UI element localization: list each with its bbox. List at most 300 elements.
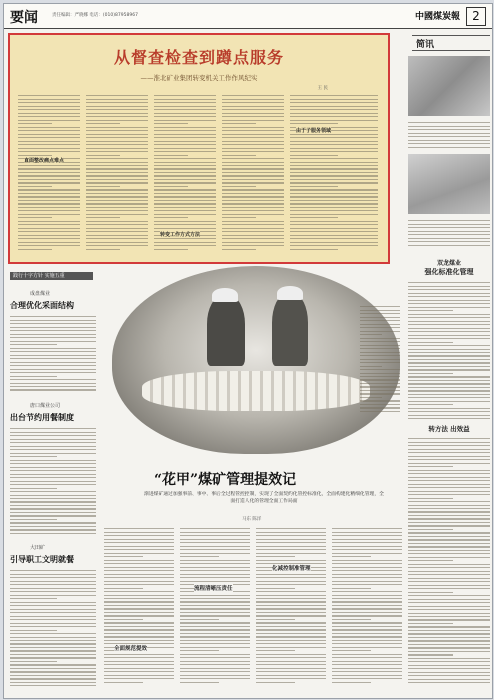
left-headline-3[interactable]: 引导职工文明就餐 bbox=[10, 555, 74, 564]
text-line bbox=[86, 141, 148, 142]
text-line bbox=[408, 578, 490, 579]
text-line bbox=[256, 542, 326, 543]
text-line bbox=[256, 553, 326, 554]
text-line bbox=[18, 210, 80, 211]
lead-subtitle: ——淮北矿业集团转变机关工作作风纪实 bbox=[140, 74, 258, 82]
text-line bbox=[332, 636, 402, 637]
text-line bbox=[10, 661, 57, 662]
text-line bbox=[360, 345, 400, 346]
text-line bbox=[408, 480, 490, 481]
text-line bbox=[408, 390, 490, 391]
text-line bbox=[222, 231, 284, 232]
text-line bbox=[256, 640, 326, 641]
text-line bbox=[290, 99, 378, 100]
text-line bbox=[222, 189, 284, 190]
text-line bbox=[180, 560, 250, 561]
text-line bbox=[360, 348, 400, 349]
side-headline-2[interactable]: 转方法 出效益 bbox=[428, 425, 470, 433]
text-line bbox=[222, 123, 256, 124]
text-line bbox=[290, 102, 378, 103]
text-line bbox=[290, 200, 378, 201]
text-line bbox=[154, 99, 216, 100]
text-line bbox=[408, 581, 490, 582]
text-line bbox=[332, 556, 371, 557]
text-line bbox=[154, 134, 216, 135]
text-line bbox=[408, 122, 490, 123]
text-line bbox=[104, 622, 174, 623]
text-line bbox=[86, 200, 148, 201]
text-line bbox=[10, 650, 96, 651]
text-line bbox=[154, 109, 216, 110]
text-line bbox=[10, 467, 96, 468]
text-line bbox=[256, 668, 326, 669]
lead-column-2 bbox=[86, 93, 148, 253]
text-line bbox=[360, 390, 400, 391]
text-line bbox=[222, 168, 284, 169]
text-line bbox=[154, 224, 216, 225]
text-line bbox=[408, 609, 490, 610]
text-line bbox=[10, 327, 96, 328]
text-line bbox=[408, 592, 453, 593]
text-line bbox=[408, 567, 490, 568]
text-line bbox=[360, 327, 400, 328]
text-line bbox=[104, 633, 174, 634]
lead-article[interactable] bbox=[8, 33, 390, 264]
text-line bbox=[154, 189, 216, 190]
text-line bbox=[86, 144, 148, 145]
text-line bbox=[290, 235, 378, 236]
text-line bbox=[332, 581, 402, 582]
text-line bbox=[408, 508, 490, 509]
text-line bbox=[154, 106, 216, 107]
text-line bbox=[10, 348, 96, 349]
text-line bbox=[408, 220, 490, 221]
text-line bbox=[222, 144, 284, 145]
text-line bbox=[408, 518, 490, 519]
text-line bbox=[10, 657, 96, 658]
text-line bbox=[332, 535, 402, 536]
text-line bbox=[360, 376, 400, 377]
text-line bbox=[222, 130, 284, 131]
text-line bbox=[10, 460, 96, 461]
text-line bbox=[10, 365, 96, 366]
text-line bbox=[104, 567, 174, 568]
lead-column-3 bbox=[154, 93, 216, 253]
text-line bbox=[10, 512, 96, 513]
text-line bbox=[10, 358, 96, 359]
text-line bbox=[332, 612, 402, 613]
text-line bbox=[408, 599, 490, 600]
text-line bbox=[408, 675, 490, 676]
text-line bbox=[86, 175, 148, 176]
feature-headline[interactable]: “花甲”煤矿管理提效记 bbox=[154, 472, 297, 488]
text-line bbox=[18, 106, 80, 107]
text-line bbox=[86, 182, 148, 183]
text-line bbox=[222, 162, 284, 163]
text-line bbox=[256, 581, 326, 582]
text-line bbox=[256, 678, 326, 679]
text-line bbox=[222, 175, 284, 176]
text-line bbox=[10, 323, 96, 324]
text-line bbox=[222, 137, 284, 138]
text-line bbox=[18, 224, 80, 225]
text-line bbox=[18, 165, 80, 166]
text-line bbox=[222, 242, 284, 243]
text-line bbox=[408, 661, 490, 662]
text-line bbox=[10, 605, 96, 606]
text-line bbox=[290, 172, 378, 173]
text-line bbox=[408, 411, 490, 412]
text-line bbox=[290, 113, 378, 114]
text-line bbox=[408, 140, 490, 141]
feature-photo bbox=[112, 266, 400, 454]
text-line bbox=[408, 484, 490, 485]
text-line bbox=[222, 200, 284, 201]
text-line bbox=[360, 379, 400, 380]
text-line bbox=[408, 585, 490, 586]
text-line bbox=[86, 130, 148, 131]
text-line bbox=[332, 664, 402, 665]
text-line bbox=[332, 622, 402, 623]
text-line bbox=[332, 584, 402, 585]
text-line bbox=[408, 602, 490, 603]
text-line bbox=[408, 286, 490, 287]
text-line bbox=[180, 636, 250, 637]
text-line bbox=[10, 619, 96, 620]
text-line bbox=[18, 203, 80, 204]
text-line bbox=[256, 682, 295, 683]
text-line bbox=[154, 144, 216, 145]
text-line bbox=[104, 556, 143, 557]
text-line bbox=[86, 151, 148, 152]
text-line bbox=[332, 532, 402, 533]
text-line bbox=[86, 168, 148, 169]
text-line bbox=[10, 577, 96, 578]
text-line bbox=[154, 238, 216, 239]
text-line bbox=[180, 682, 219, 683]
text-line bbox=[10, 616, 96, 617]
text-line bbox=[154, 172, 216, 173]
text-line bbox=[222, 141, 284, 142]
text-line bbox=[408, 394, 490, 395]
text-line bbox=[290, 249, 338, 250]
text-line bbox=[408, 401, 490, 402]
text-line bbox=[222, 151, 284, 152]
text-line bbox=[222, 224, 284, 225]
text-line bbox=[180, 664, 250, 665]
text-line bbox=[154, 155, 188, 156]
text-line bbox=[10, 612, 96, 613]
photo-caption bbox=[360, 304, 400, 414]
text-line bbox=[408, 539, 490, 540]
feature-author: 马东 陈洋 bbox=[242, 517, 262, 522]
text-line bbox=[86, 148, 148, 149]
lead-subhead-1: 直面整改痛点难点 bbox=[24, 158, 65, 164]
text-line bbox=[180, 546, 250, 547]
editor-info: 责任编辑：严晓娜 电话：(010)87958967 bbox=[52, 13, 138, 18]
text-line bbox=[10, 505, 96, 506]
text-line bbox=[222, 158, 284, 159]
text-line bbox=[408, 658, 490, 659]
text-line bbox=[104, 532, 174, 533]
text-line bbox=[408, 282, 490, 283]
text-line bbox=[408, 328, 490, 329]
text-line bbox=[408, 335, 490, 336]
text-line bbox=[256, 601, 326, 602]
text-line bbox=[154, 120, 216, 121]
text-line bbox=[104, 563, 174, 564]
side-headline[interactable]: 强化标准化管理 bbox=[424, 268, 474, 276]
text-line bbox=[222, 228, 284, 229]
text-line bbox=[408, 126, 490, 127]
text-line bbox=[290, 95, 378, 96]
text-line bbox=[408, 654, 453, 655]
text-line bbox=[10, 334, 96, 335]
text-line bbox=[222, 155, 256, 156]
text-line bbox=[10, 626, 96, 627]
text-line bbox=[360, 334, 382, 335]
text-line bbox=[256, 671, 326, 672]
text-line bbox=[408, 571, 490, 572]
left-kicker-3: 大田矿 bbox=[30, 545, 46, 551]
text-line bbox=[180, 629, 250, 630]
text-line bbox=[408, 459, 490, 460]
text-line bbox=[18, 137, 80, 138]
text-line bbox=[408, 359, 490, 360]
text-line bbox=[180, 661, 250, 662]
text-line bbox=[10, 508, 96, 509]
text-line bbox=[86, 210, 148, 211]
text-line bbox=[290, 224, 378, 225]
text-line bbox=[18, 127, 80, 128]
text-line bbox=[180, 567, 250, 568]
left-body-3 bbox=[10, 568, 96, 688]
text-line bbox=[222, 99, 284, 100]
text-line bbox=[180, 535, 250, 536]
text-line bbox=[408, 355, 490, 356]
text-line bbox=[18, 249, 52, 250]
text-line bbox=[10, 484, 96, 485]
text-line bbox=[10, 389, 96, 390]
text-line bbox=[408, 136, 490, 137]
text-line bbox=[360, 362, 400, 363]
text-line bbox=[290, 116, 378, 117]
text-line bbox=[360, 320, 400, 321]
text-line bbox=[104, 598, 174, 599]
text-line bbox=[180, 626, 250, 627]
text-line bbox=[10, 584, 96, 585]
text-line bbox=[10, 432, 96, 433]
text-line bbox=[222, 113, 284, 114]
text-line bbox=[408, 133, 490, 134]
text-line bbox=[290, 189, 378, 190]
text-line bbox=[222, 172, 284, 173]
text-line bbox=[18, 99, 80, 100]
text-line bbox=[222, 148, 284, 149]
text-line bbox=[180, 574, 250, 575]
text-line bbox=[408, 321, 490, 322]
text-line bbox=[18, 141, 80, 142]
text-line bbox=[332, 661, 402, 662]
text-line bbox=[180, 553, 250, 554]
text-line bbox=[222, 95, 284, 96]
text-line bbox=[104, 574, 174, 575]
left-headline-1[interactable]: 合理优化采面结构 bbox=[10, 301, 74, 310]
text-line bbox=[408, 672, 490, 673]
text-line bbox=[18, 113, 80, 114]
text-line bbox=[10, 529, 96, 530]
text-line bbox=[222, 235, 284, 236]
side-photo-1 bbox=[408, 56, 490, 116]
text-line bbox=[18, 200, 80, 201]
text-line bbox=[290, 193, 378, 194]
left-kicker-2: 唐口煤业公司 bbox=[30, 403, 61, 409]
text-line bbox=[408, 352, 490, 353]
text-line bbox=[408, 404, 453, 405]
text-line bbox=[10, 533, 96, 534]
text-line bbox=[104, 588, 143, 589]
text-line bbox=[256, 528, 326, 529]
text-line bbox=[408, 529, 453, 530]
text-line bbox=[222, 182, 284, 183]
text-line bbox=[408, 383, 490, 384]
text-line bbox=[290, 109, 378, 110]
text-line bbox=[10, 453, 96, 454]
text-line bbox=[332, 542, 402, 543]
text-line bbox=[180, 595, 250, 596]
text-line bbox=[408, 310, 453, 311]
text-line bbox=[154, 203, 216, 204]
text-line bbox=[332, 657, 402, 658]
text-line bbox=[10, 678, 96, 679]
text-line bbox=[360, 331, 400, 332]
text-line bbox=[10, 591, 96, 592]
text-line bbox=[408, 345, 490, 346]
text-line bbox=[18, 193, 80, 194]
text-line bbox=[408, 637, 490, 638]
text-line bbox=[256, 595, 326, 596]
text-line bbox=[408, 245, 490, 246]
feature-subhead-1: 流程清晰压责任 bbox=[194, 586, 233, 592]
text-line bbox=[104, 629, 174, 630]
text-line bbox=[360, 383, 400, 384]
text-line bbox=[180, 643, 250, 644]
text-line bbox=[408, 473, 490, 474]
text-line bbox=[332, 539, 402, 540]
text-line bbox=[360, 352, 400, 353]
text-line bbox=[10, 379, 96, 380]
text-line bbox=[408, 595, 490, 596]
text-line bbox=[256, 650, 295, 651]
text-line bbox=[86, 196, 148, 197]
left-headline-2[interactable]: 出台节约用餐制度 bbox=[10, 413, 74, 422]
text-line bbox=[290, 196, 378, 197]
text-line bbox=[104, 581, 174, 582]
text-line bbox=[18, 116, 80, 117]
text-line bbox=[180, 563, 250, 564]
text-line bbox=[332, 574, 402, 575]
text-line bbox=[86, 102, 148, 103]
text-line bbox=[408, 397, 490, 398]
text-line bbox=[332, 598, 402, 599]
text-line bbox=[408, 227, 490, 228]
text-line bbox=[104, 619, 143, 620]
text-line bbox=[180, 633, 250, 634]
text-line bbox=[256, 647, 326, 648]
text-line bbox=[408, 557, 490, 558]
text-line bbox=[104, 661, 174, 662]
text-line bbox=[10, 515, 96, 516]
text-line bbox=[154, 193, 216, 194]
text-line bbox=[256, 612, 326, 613]
text-line bbox=[86, 106, 148, 107]
text-line bbox=[332, 549, 402, 550]
text-line bbox=[180, 647, 250, 648]
text-line bbox=[408, 553, 490, 554]
text-line bbox=[10, 449, 96, 450]
text-line bbox=[86, 172, 148, 173]
text-line bbox=[256, 654, 326, 655]
text-line bbox=[154, 182, 216, 183]
text-line bbox=[408, 560, 453, 561]
text-line bbox=[290, 168, 378, 169]
text-line bbox=[332, 553, 402, 554]
text-line bbox=[360, 393, 400, 394]
text-line bbox=[290, 165, 378, 166]
text-line bbox=[408, 487, 490, 488]
text-line bbox=[290, 151, 378, 152]
text-line bbox=[408, 463, 490, 464]
text-line bbox=[290, 155, 338, 156]
text-line bbox=[18, 102, 80, 103]
text-line bbox=[10, 362, 96, 363]
feature-subhead-3: 化减控制准管理 bbox=[272, 566, 311, 572]
text-line bbox=[86, 113, 148, 114]
text-line bbox=[360, 313, 400, 314]
text-line bbox=[332, 640, 402, 641]
text-line bbox=[180, 598, 250, 599]
brief-box bbox=[412, 35, 490, 51]
text-line bbox=[10, 351, 96, 352]
text-line bbox=[10, 640, 96, 641]
text-line bbox=[408, 408, 490, 409]
text-line bbox=[408, 331, 490, 332]
text-line bbox=[180, 570, 250, 571]
text-line bbox=[408, 449, 490, 450]
text-line bbox=[154, 249, 188, 250]
text-line bbox=[154, 127, 216, 128]
feature-subhead-2: 全面规范提效 bbox=[114, 646, 148, 652]
text-line bbox=[18, 109, 80, 110]
text-line bbox=[408, 619, 490, 620]
text-line bbox=[154, 175, 216, 176]
text-line bbox=[332, 595, 402, 596]
text-line bbox=[290, 207, 378, 208]
text-line bbox=[332, 678, 402, 679]
text-line bbox=[290, 148, 378, 149]
text-line bbox=[290, 238, 378, 239]
text-line bbox=[222, 127, 284, 128]
text-line bbox=[154, 242, 216, 243]
text-line bbox=[222, 165, 284, 166]
text-line bbox=[86, 120, 148, 121]
page-number: 2 bbox=[466, 7, 486, 26]
text-line bbox=[10, 495, 96, 496]
text-line bbox=[332, 647, 402, 648]
text-line bbox=[256, 588, 295, 589]
text-line bbox=[408, 633, 490, 634]
text-line bbox=[256, 615, 326, 616]
